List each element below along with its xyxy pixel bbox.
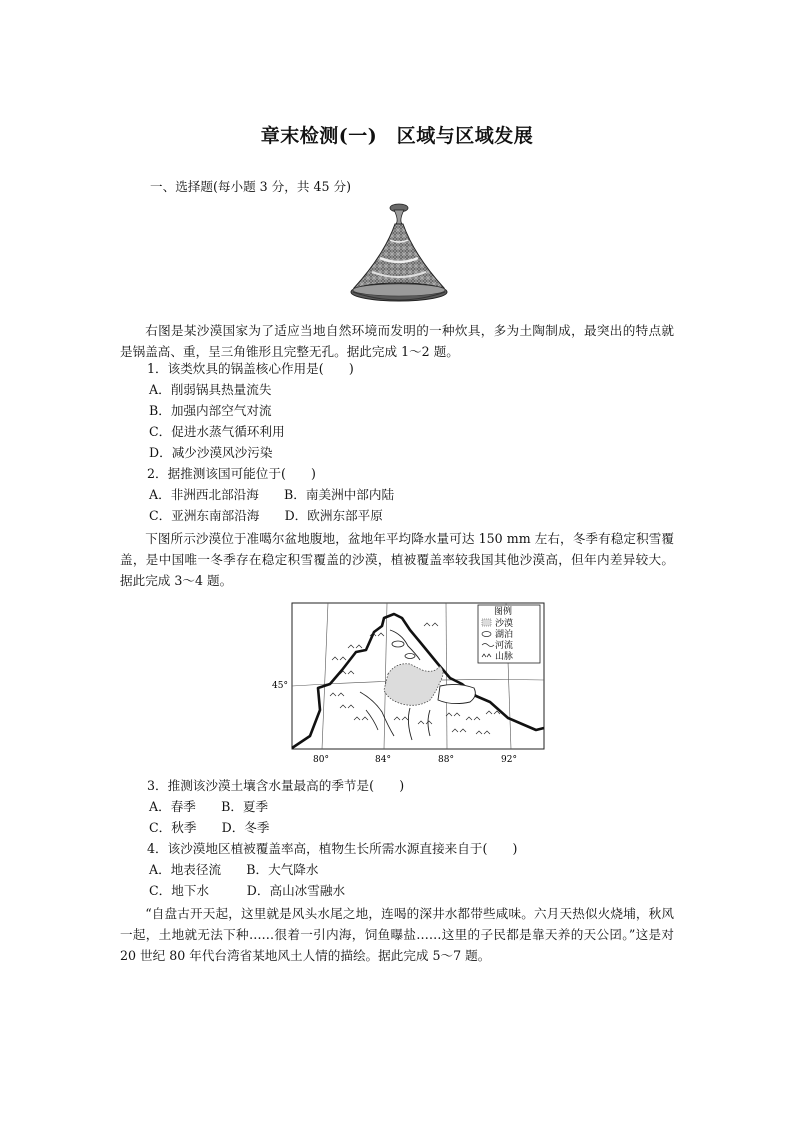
question-1-option-a: A．削弱锅具热量流失 [149, 382, 272, 397]
longitude-label-2: 84° [375, 755, 391, 765]
legend-desert-label: 沙漠 [495, 619, 514, 629]
legend-title: 图例 [494, 607, 513, 617]
question-3-options-ab: A．春季 B．夏季 [149, 799, 269, 814]
question-3-options-cd: C．秋季 D．冬季 [149, 820, 270, 835]
tagine-pot-image [350, 200, 448, 310]
question-1-stem: 1．该类炊具的锅盖核心作用是( ) [147, 361, 354, 376]
page-title: 章末检测(一) 区域与区域发展 [260, 125, 534, 147]
question-3-stem: 3．推测该沙漠土壤含水量最高的季节是( ) [147, 778, 405, 793]
longitude-label-3: 88° [438, 755, 454, 765]
latitude-label: 45° [272, 681, 288, 691]
intro-paragraph-3: “自盘古开天起，这里就是风头水尾之地，连喝的深井水都带些咸味。六月天热似火烧埔，秋风一起，土地就无法下种……很着一引内海，饲鱼曝盐……这里的子民都是靠天养的天公囝。”这是对 20 世纪 80 年代台湾省某地风土人情的描绘。据此完成 5～7 题。 [120, 906, 674, 963]
desert-map [270, 600, 560, 768]
question-4-options-cd: C．地下水 D．高山冰雪融水 [149, 883, 346, 898]
question-2-options-ab: A．非洲西北部沿海 B．南美洲中部内陆 [149, 487, 395, 502]
legend-mountain-label: 山脉 [495, 652, 514, 662]
legend-lake-label: 湖泊 [495, 630, 514, 640]
question-4-stem: 4．该沙漠地区植被覆盖率高，植物生长所需水源直接来自于( ) [147, 841, 518, 856]
longitude-label-4: 92° [501, 755, 517, 765]
question-1-option-b: B．加强内部空气对流 [149, 403, 272, 418]
question-2-stem: 2．据推测该国可能位于( ) [147, 466, 316, 481]
question-1-option-d: D．减少沙漠风沙污染 [149, 445, 273, 460]
intro-paragraph-2: 下图所示沙漠位于准噶尔盆地腹地，盆地年平均降水量可达 150 mm 左右，冬季有稳定积雪覆盖，是中国唯一冬季存在稳定积雪覆盖的沙漠，植被覆盖率较我国其他沙漠高，但年内差异较大。据此完成 3～4 题。 [120, 531, 674, 588]
section-heading: 一、选择题(每小题 3 分，共 45 分) [150, 179, 352, 194]
question-4-options-ab: A．地表径流 B．大气降水 [149, 862, 319, 877]
question-2-options-cd: C．亚洲东南部沿海 D．欧洲东部平原 [149, 508, 383, 523]
longitude-label-1: 80° [313, 755, 329, 765]
legend-river-label: 河流 [495, 641, 514, 651]
intro-paragraph-1: 右图是某沙漠国家为了适应当地自然环境而发明的一种炊具，多为土陶制成，最突出的特点就是锅盖高、重，呈三角锥形且完整无孔。据此完成 1～2 题。 [120, 323, 674, 359]
question-1-option-c: C．促进水蒸气循环利用 [149, 424, 285, 439]
